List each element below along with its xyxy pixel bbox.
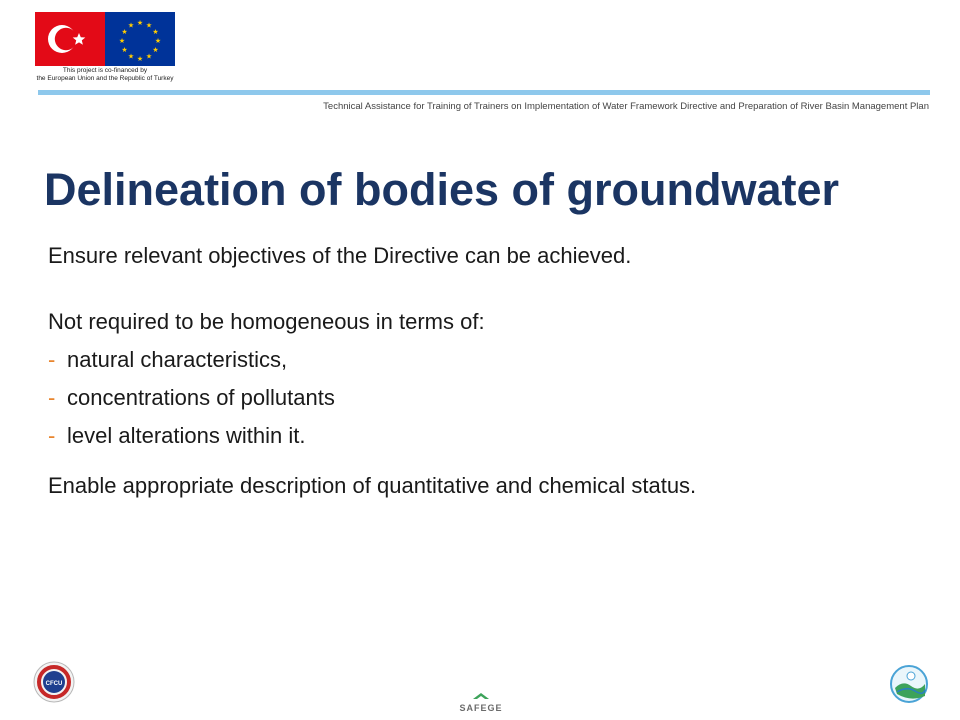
bullet-dash: -: [48, 385, 56, 410]
slide-body: [48, 242, 928, 500]
bullet-text: level alterations within it.: [67, 423, 306, 448]
svg-text:★: ★: [136, 55, 144, 63]
svg-text:★: ★: [118, 37, 126, 45]
bullet-dash: -: [48, 347, 56, 372]
eu-flag-icon: [105, 12, 175, 66]
ministry-logo-icon: [881, 656, 929, 704]
list-item: [48, 346, 928, 374]
cofinanced-line-2: the European Union and the Republic of Turkey: [36, 75, 174, 82]
svg-text:★: ★: [152, 28, 159, 36]
svg-text:★: ★: [145, 52, 153, 61]
svg-text:★: ★: [145, 21, 153, 30]
bullet-text: natural characteristics,: [67, 347, 288, 372]
svg-text:★: ★: [127, 21, 135, 30]
safege-logo-icon: [446, 690, 516, 714]
safege-label: SAFEGE: [459, 703, 503, 713]
cofinanced-line-1: This project is co-financed by: [62, 67, 148, 74]
svg-text:★: ★: [121, 46, 128, 54]
header-accent-bar: [38, 90, 930, 95]
cfcu-logo-icon: [33, 661, 75, 703]
cofinanced-caption: [35, 67, 175, 83]
paragraph-homogeneity: Not required to be homogeneous in terms of:: [48, 309, 485, 334]
list-item: [48, 384, 928, 412]
paragraph-objectives: Ensure relevant objectives of the Directive can be achieved.: [48, 243, 632, 268]
bullet-list: [48, 346, 928, 450]
cofinancing-logos: [35, 12, 175, 84]
svg-text:★: ★: [127, 52, 135, 61]
cfcu-label: CFCU: [45, 681, 63, 687]
svg-text:★: ★: [136, 19, 144, 27]
svg-text:★: ★: [121, 28, 128, 36]
slide-title: Delineation of bodies of groundwater: [44, 164, 840, 215]
project-title: Technical Assistance for Training of Trainers on Implementation of Water Framework Directive and Preparation of River Basin Management Plan: [323, 101, 929, 112]
turkey-flag-icon: [35, 12, 105, 66]
svg-text:★: ★: [154, 37, 162, 45]
list-item: [48, 422, 928, 450]
paragraph-status: Enable appropriate description of quantitative and chemical status.: [48, 473, 697, 498]
bullet-dash: -: [48, 423, 56, 448]
bullet-text: concentrations of pollutants: [67, 385, 335, 410]
svg-text:★: ★: [152, 46, 159, 54]
